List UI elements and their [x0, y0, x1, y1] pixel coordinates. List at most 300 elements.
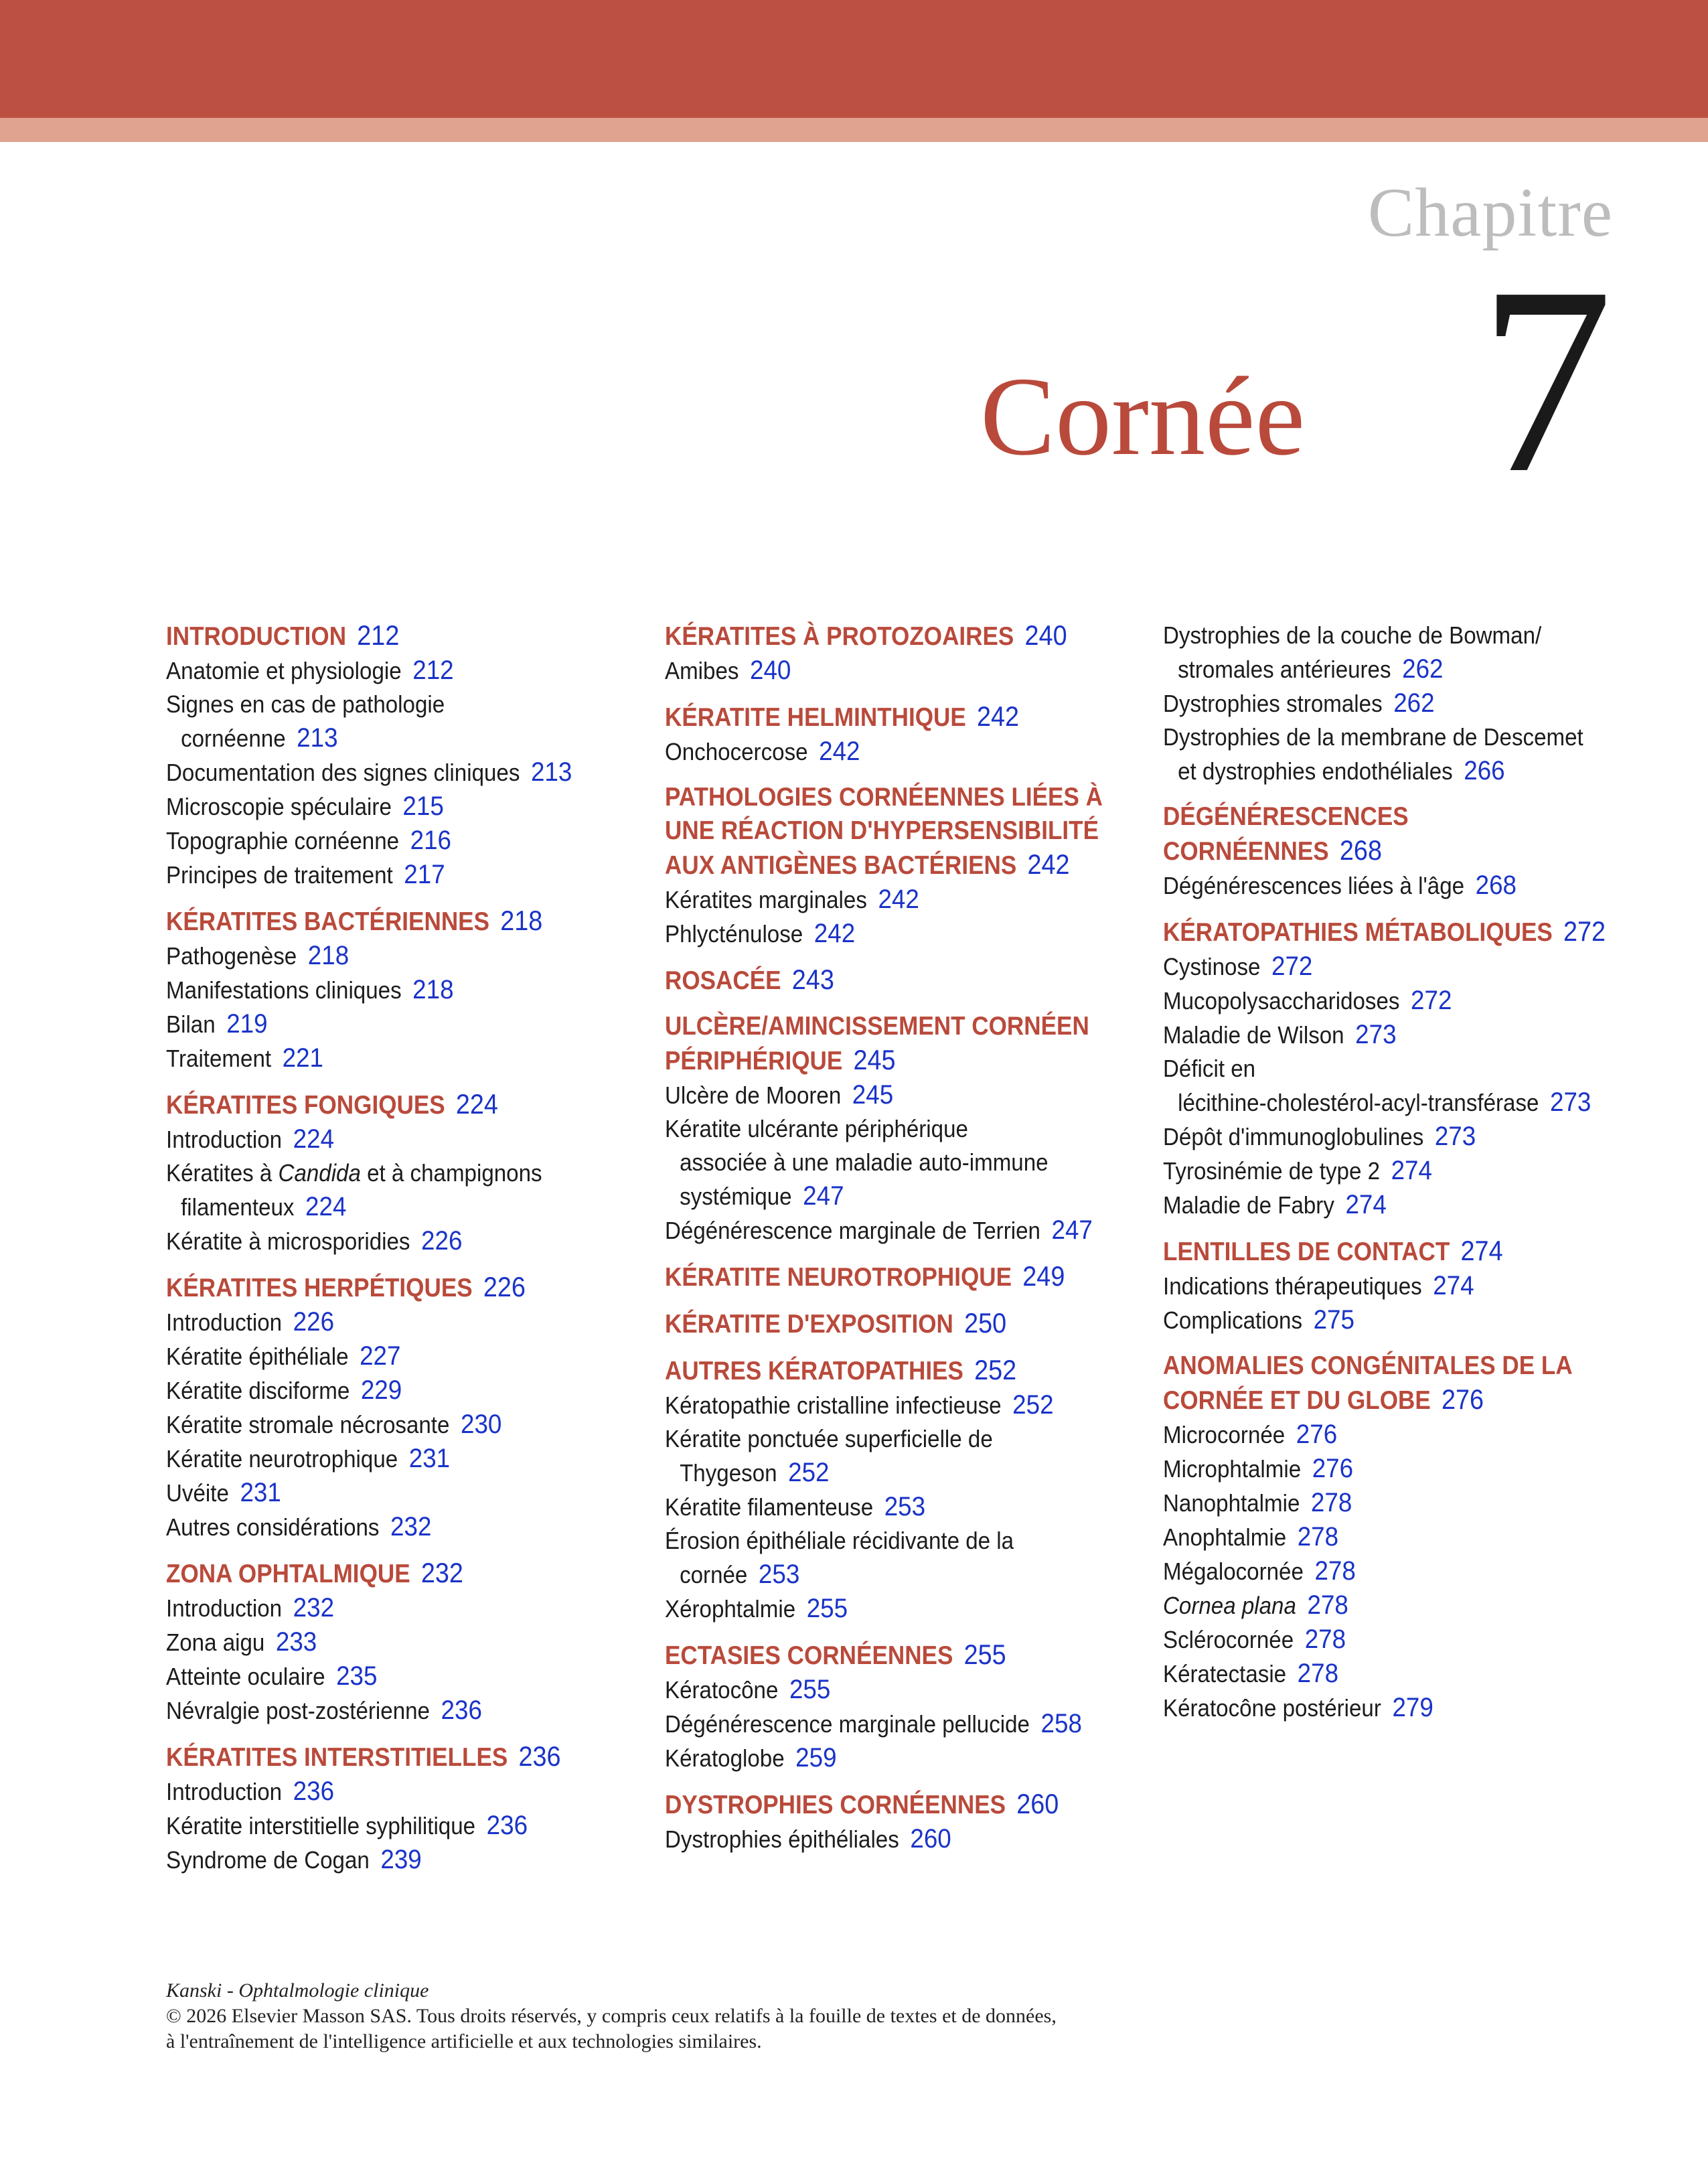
toc-entry[interactable] — [665, 1213, 1096, 1248]
section-heading-text: KÉRATITES FONGIQUES — [166, 1091, 445, 1120]
page-number[interactable]: 232 — [293, 1593, 335, 1623]
toc-section — [665, 781, 1134, 951]
toc-entry-text: Cornea plana — [1163, 1592, 1296, 1619]
page-number[interactable]: 226 — [293, 1307, 335, 1337]
toc-entry[interactable] — [166, 789, 597, 824]
page-number[interactable]: 276 — [1312, 1454, 1354, 1483]
toc-entry[interactable] — [665, 1822, 1096, 1856]
toc-entry[interactable] — [665, 1388, 1096, 1422]
section-heading[interactable] — [665, 1353, 1087, 1388]
toc-entry[interactable] — [166, 824, 597, 858]
section-heading-text: CORNÉENNES — [1163, 837, 1329, 866]
page-number[interactable]: 218 — [307, 941, 350, 970]
page-number[interactable]: 221 — [282, 1043, 324, 1073]
page-number[interactable]: 233 — [275, 1627, 317, 1657]
toc-entry[interactable] — [166, 1659, 597, 1693]
toc-entry-text: Microcornée — [1163, 1421, 1286, 1448]
toc-entry[interactable] — [166, 1625, 597, 1659]
toc-entry[interactable] — [1163, 1657, 1631, 1691]
toc-section — [665, 1306, 1134, 1341]
toc-entry[interactable] — [665, 1146, 1096, 1179]
toc-entry[interactable] — [166, 755, 597, 789]
section-heading[interactable] — [166, 1270, 588, 1305]
page-number[interactable]: 259 — [795, 1743, 837, 1773]
page-number[interactable]: 218 — [500, 905, 543, 936]
page-number[interactable]: 231 — [408, 1444, 451, 1473]
toc-section — [665, 1260, 1134, 1294]
toc-entry-text: Kératite filamenteuse — [665, 1493, 874, 1521]
page-number[interactable]: 273 — [1549, 1087, 1591, 1117]
page-number[interactable]: 235 — [336, 1661, 378, 1691]
section-heading[interactable] — [665, 1043, 1087, 1078]
toc-entry[interactable] — [665, 1179, 1096, 1213]
toc-section — [166, 1270, 635, 1544]
section-heading[interactable] — [665, 1638, 1087, 1673]
toc-entry-text: Sclérocornée — [1163, 1626, 1294, 1653]
toc-entry-text: Ulcère de Mooren — [665, 1081, 842, 1109]
page-number[interactable]: 278 — [1307, 1590, 1348, 1620]
footer-book-title: Kanski - Ophtalmologie clinique — [166, 1979, 429, 2002]
toc-entry-text: Atteinte oculaire — [166, 1663, 325, 1690]
page-number[interactable]: 217 — [404, 860, 445, 889]
page-number[interactable]: 272 — [1563, 915, 1606, 947]
toc-column-3 — [1163, 619, 1672, 1737]
toc-entry-text: Tyrosinémie de type 2 — [1163, 1157, 1381, 1185]
toc-entry-text: Maladie de Wilson — [1163, 1021, 1344, 1049]
toc-entry[interactable] — [665, 917, 1096, 951]
section-heading[interactable] — [665, 1260, 1087, 1294]
section-heading-text: KÉRATITE D'EXPOSITION — [665, 1310, 953, 1339]
page-number[interactable]: 278 — [1297, 1522, 1339, 1552]
section-heading-text: CORNÉE ET DU GLOBE — [1163, 1386, 1431, 1415]
toc-entry-text: Introduction — [166, 1778, 283, 1805]
toc-section — [166, 1740, 635, 1877]
page-number[interactable]: 266 — [1464, 756, 1505, 785]
page-number[interactable]: 274 — [1433, 1271, 1474, 1300]
toc-entry-text: Phlycténulose — [665, 920, 803, 948]
toc-entry[interactable] — [166, 973, 597, 1007]
toc-entry[interactable] — [1163, 1154, 1631, 1188]
footer — [166, 1978, 1371, 2054]
toc-entry[interactable] — [665, 1524, 1096, 1558]
toc-entry-text: Kératite ponctuée superficielle de — [665, 1425, 993, 1452]
page-number[interactable]: 262 — [1402, 654, 1444, 684]
toc-entry-text: Dystrophies de la membrane de Descemet — [1163, 723, 1583, 751]
toc-entry-text: Microphtalmie — [1163, 1455, 1302, 1483]
toc-entry[interactable] — [1163, 686, 1631, 721]
section-heading[interactable] — [1163, 915, 1621, 950]
page-number[interactable]: 236 — [293, 1777, 335, 1806]
toc-entry[interactable] — [665, 654, 1096, 688]
page-number[interactable]: 213 — [297, 723, 338, 753]
page-number[interactable]: 219 — [226, 1009, 268, 1039]
toc-entry[interactable] — [166, 1224, 597, 1258]
toc-entry[interactable] — [1163, 1588, 1631, 1623]
toc-entry[interactable] — [1163, 619, 1631, 652]
page-number[interactable]: 268 — [1339, 834, 1382, 866]
toc-section — [665, 963, 1134, 998]
toc-entry[interactable] — [166, 688, 597, 721]
toc-entry[interactable] — [665, 1707, 1096, 1741]
section-heading-text: ECTASIES CORNÉENNES — [665, 1641, 953, 1670]
toc-entry[interactable] — [1163, 721, 1631, 754]
page-number[interactable]: 216 — [410, 826, 452, 855]
toc-entry[interactable] — [166, 1775, 597, 1809]
toc-entry-text: Syndrome de Cogan — [166, 1846, 370, 1874]
section-heading-text: PATHOLOGIES CORNÉENNES LIÉES À — [665, 783, 1103, 812]
page-number[interactable]: 245 — [853, 1044, 896, 1075]
section-heading-text: KÉRATITES HERPÉTIQUES — [166, 1274, 473, 1302]
page-number[interactable]: 218 — [412, 975, 454, 1004]
page-number[interactable]: 278 — [1310, 1488, 1352, 1517]
toc-entry[interactable] — [1163, 1554, 1631, 1588]
page-number[interactable]: 279 — [1392, 1693, 1433, 1722]
toc-section — [166, 1556, 635, 1728]
toc-entry[interactable] — [166, 1190, 597, 1224]
toc-entry[interactable] — [1163, 869, 1631, 903]
page-number[interactable]: 252 — [788, 1458, 830, 1487]
page-number[interactable]: 268 — [1475, 871, 1517, 900]
page-number[interactable]: 252 — [974, 1354, 1017, 1385]
toc-entry-text: Névralgie post-zostérienne — [166, 1697, 430, 1724]
section-heading[interactable] — [166, 904, 588, 939]
page-number[interactable]: 274 — [1391, 1156, 1432, 1185]
toc-section — [665, 700, 1134, 769]
page-number[interactable]: 227 — [360, 1341, 401, 1371]
page-number[interactable]: 278 — [1304, 1625, 1346, 1654]
header-band — [0, 0, 1708, 118]
page-number[interactable]: 243 — [791, 964, 834, 995]
section-heading-text: UNE RÉACTION D'HYPERSENSIBILITÉ — [665, 816, 1099, 845]
toc-entry[interactable] — [166, 939, 597, 973]
toc-entry-text: Xérophtalmie — [665, 1595, 796, 1623]
toc-entry[interactable] — [1163, 1269, 1631, 1303]
toc-entry-text: Amibes — [665, 657, 739, 684]
toc-entry-text: Cystinose — [1163, 953, 1261, 980]
toc-entry-text: et dystrophies endothéliales — [1178, 757, 1453, 785]
toc-entry[interactable] — [1163, 1623, 1631, 1657]
toc-section — [665, 1787, 1134, 1856]
toc-entry[interactable] — [1163, 1085, 1631, 1120]
page-number[interactable]: 224 — [455, 1088, 498, 1120]
section-heading-text: INTRODUCTION — [166, 622, 347, 651]
toc-section — [1163, 800, 1672, 903]
page-number[interactable]: 260 — [1016, 1788, 1059, 1819]
page-number[interactable]: 242 — [813, 919, 856, 948]
toc-entry-text: stromales antérieures — [1178, 656, 1391, 683]
page-number[interactable]: 272 — [1411, 986, 1452, 1015]
toc-entry[interactable] — [166, 1041, 597, 1075]
toc-entry-text: Kératites à Candida et à champignons — [166, 1159, 542, 1187]
page-number[interactable]: 242 — [1027, 848, 1070, 880]
section-heading[interactable] — [665, 1306, 1087, 1341]
page-number[interactable]: 232 — [420, 1557, 463, 1588]
toc-entry[interactable] — [166, 1476, 597, 1510]
page-number[interactable]: 273 — [1355, 1020, 1397, 1049]
toc-entry[interactable] — [665, 883, 1096, 917]
section-heading[interactable] — [1163, 800, 1621, 834]
page-number[interactable]: 247 — [803, 1181, 844, 1211]
toc-entry[interactable] — [1163, 754, 1631, 788]
toc-entry-text: Principes de traitement — [166, 861, 393, 889]
section-heading-text: KÉRATITE HELMINTHIQUE — [665, 703, 966, 732]
toc-entry[interactable] — [166, 1305, 597, 1339]
page-number[interactable]: 236 — [486, 1811, 528, 1840]
toc-section — [665, 1638, 1134, 1775]
toc-entry-text: Anatomie et physiologie — [166, 657, 402, 684]
page-number[interactable]: 273 — [1434, 1122, 1476, 1151]
toc-entry-text: filamenteux — [181, 1193, 295, 1221]
toc-entry[interactable] — [665, 1422, 1096, 1456]
toc-entry-text: Pathogenèse — [166, 942, 297, 970]
section-heading-text: AUTRES KÉRATOPATHIES — [665, 1357, 963, 1385]
toc-entry[interactable] — [166, 1809, 597, 1843]
section-heading-text: LENTILLES DE CONTACT — [1163, 1237, 1450, 1266]
page-number[interactable]: 212 — [412, 656, 454, 685]
toc-entry-text: systémique — [680, 1183, 792, 1210]
section-heading-text: KÉRATITES À PROTOZOAIRES — [665, 622, 1014, 651]
section-heading[interactable] — [166, 619, 588, 654]
section-heading-text: ULCÈRE/AMINCISSEMENT CORNÉEN — [665, 1012, 1089, 1041]
toc-entry-text: Traitement — [166, 1045, 272, 1072]
section-heading[interactable] — [1163, 1234, 1621, 1269]
section-heading-text: ROSACÉE — [665, 966, 781, 995]
toc-entry[interactable] — [665, 1558, 1096, 1592]
section-heading[interactable] — [665, 1010, 1087, 1043]
page-number[interactable]: 226 — [421, 1226, 463, 1256]
toc-entry-text: Kératite ulcérante périphérique — [665, 1115, 968, 1142]
toc-entry[interactable] — [665, 735, 1096, 769]
toc-entry[interactable] — [1163, 1052, 1631, 1085]
toc-entry[interactable] — [1163, 1418, 1631, 1452]
page-number[interactable]: 242 — [976, 700, 1020, 732]
section-heading[interactable] — [1163, 834, 1621, 869]
page-number[interactable]: 215 — [402, 792, 444, 821]
toc-entry-text: Documentation des signes cliniques — [166, 759, 520, 786]
toc-entry-text: Autres considérations — [166, 1513, 380, 1541]
toc-entry[interactable] — [166, 1408, 597, 1442]
page-number[interactable]: 272 — [1271, 952, 1313, 981]
toc-entry[interactable] — [665, 1592, 1096, 1626]
toc-entry-text: Signes en cas de pathologie — [166, 690, 445, 718]
page-number[interactable]: 276 — [1296, 1420, 1338, 1449]
section-heading[interactable] — [665, 1787, 1087, 1822]
page-number[interactable]: 253 — [758, 1560, 800, 1589]
toc-section — [1163, 1234, 1672, 1337]
toc-entry-text: Kératocône — [665, 1676, 779, 1704]
page-number[interactable]: 258 — [1040, 1709, 1082, 1738]
chapter-label: Chapitre — [1367, 174, 1613, 251]
page-number[interactable]: 236 — [441, 1696, 482, 1725]
page-number[interactable]: 274 — [1345, 1190, 1387, 1219]
toc-entry-text: lécithine-cholestérol-acyl-transférase — [1178, 1089, 1539, 1116]
toc-entry[interactable] — [166, 1843, 597, 1877]
page-number[interactable]: 275 — [1313, 1305, 1354, 1335]
page-number[interactable]: 276 — [1441, 1383, 1484, 1415]
toc-entry[interactable] — [1163, 1691, 1631, 1725]
toc-entry-text: Onchocercose — [665, 738, 808, 765]
section-heading-text: DÉGÉNÉRESCENCES — [1163, 802, 1409, 831]
section-heading-text: KÉRATOPATHIES MÉTABOLIQUES — [1163, 918, 1553, 947]
page-number[interactable]: 242 — [819, 737, 860, 766]
toc-entry[interactable] — [665, 1673, 1096, 1707]
toc-entry-text: Kératite à microsporidies — [166, 1227, 410, 1255]
toc-entry[interactable] — [665, 1112, 1096, 1146]
toc-column-2 — [665, 619, 1134, 1868]
page-number[interactable]: 232 — [390, 1512, 432, 1541]
toc-entry[interactable] — [166, 1442, 597, 1476]
toc-entry-text: Kératite disciforme — [166, 1377, 350, 1404]
toc-entry-text: cornée — [680, 1561, 748, 1588]
section-heading[interactable] — [166, 1556, 588, 1591]
section-heading[interactable] — [166, 1740, 588, 1775]
page-number[interactable]: 231 — [240, 1478, 281, 1507]
toc-entry-text: Kératocône postérieur — [1163, 1694, 1381, 1722]
page-number[interactable]: 247 — [1051, 1215, 1093, 1245]
page-number[interactable]: 262 — [1393, 688, 1435, 718]
toc-entry[interactable] — [166, 1339, 597, 1373]
footer-copyright-line-1: © 2026 Elsevier Masson SAS. Tous droits réservés, y compris ceux relatifs à la fouille de textes et de données, — [166, 2005, 1057, 2027]
page-number[interactable]: 224 — [293, 1124, 335, 1154]
page-number[interactable]: 255 — [806, 1594, 848, 1623]
toc-entry[interactable] — [166, 654, 597, 688]
toc-entry[interactable] — [1163, 1486, 1631, 1520]
toc-entry-text: Manifestations cliniques — [166, 976, 402, 1004]
toc-entry-text: Dystrophies épithéliales — [665, 1825, 899, 1853]
toc-entry[interactable] — [1163, 652, 1631, 686]
page-number[interactable]: 224 — [305, 1192, 347, 1221]
page-number[interactable]: 240 — [1024, 619, 1067, 651]
section-heading-text: KÉRATITES BACTÉRIENNES — [166, 907, 489, 936]
toc-entry[interactable] — [166, 1591, 597, 1625]
section-heading[interactable] — [665, 700, 1087, 735]
chapter-title: Cornée — [980, 354, 1306, 479]
toc-entry-text: Mégalocornée — [1163, 1558, 1304, 1585]
page-number[interactable]: 250 — [964, 1307, 1007, 1339]
toc-entry[interactable] — [1163, 950, 1631, 984]
toc-entry-text: Kératite interstitielle syphilitique — [166, 1812, 476, 1839]
page-number[interactable]: 245 — [852, 1080, 894, 1110]
toc-entry[interactable] — [1163, 984, 1631, 1018]
toc-entry[interactable] — [166, 1693, 597, 1728]
chapter-number: 7 — [1479, 232, 1613, 528]
page-number[interactable]: 240 — [750, 656, 791, 685]
toc-section — [665, 1353, 1134, 1626]
toc-section — [1163, 915, 1672, 1222]
toc-entry-text: Mucopolysaccharidoses — [1163, 987, 1400, 1014]
page-number[interactable]: 239 — [380, 1845, 422, 1874]
toc-section — [665, 619, 1134, 688]
section-heading[interactable] — [1163, 1383, 1621, 1418]
toc-entry[interactable] — [1163, 1120, 1631, 1154]
page-number[interactable]: 252 — [1012, 1390, 1054, 1420]
section-heading[interactable] — [1163, 1349, 1621, 1383]
page-number[interactable]: 255 — [789, 1675, 831, 1704]
toc-entry[interactable] — [166, 721, 597, 755]
toc-entry-text: Déficit en — [1163, 1055, 1256, 1082]
page-number[interactable]: 213 — [530, 757, 572, 787]
toc-entry[interactable] — [665, 1490, 1096, 1524]
toc-entry-text: Kératite épithéliale — [166, 1343, 349, 1370]
page-number[interactable]: 229 — [360, 1375, 402, 1405]
toc-entry-text: Nanophtalmie — [1163, 1489, 1300, 1517]
toc-section — [1163, 1349, 1672, 1725]
section-heading-text: KÉRATITES INTERSTITIELLES — [166, 1743, 508, 1772]
page-number[interactable]: 212 — [357, 619, 400, 651]
page-number[interactable]: 249 — [1022, 1260, 1065, 1292]
page-number[interactable]: 260 — [910, 1824, 951, 1854]
toc-entry-text: Indications thérapeutiques — [1163, 1272, 1422, 1300]
page-number[interactable]: 255 — [963, 1639, 1006, 1670]
toc-entry-text: Introduction — [166, 1594, 283, 1622]
page-number[interactable]: 253 — [884, 1492, 926, 1521]
toc-entry-text: Kératectasie — [1163, 1660, 1287, 1687]
page-number[interactable]: 236 — [518, 1740, 561, 1772]
section-heading[interactable] — [665, 963, 1087, 998]
toc-entry[interactable] — [1163, 1520, 1631, 1554]
toc-section — [166, 904, 635, 1075]
toc-entry[interactable] — [1163, 1452, 1631, 1486]
page-number[interactable]: 274 — [1460, 1235, 1503, 1266]
toc-entry[interactable] — [166, 858, 597, 892]
page-number[interactable]: 226 — [483, 1271, 526, 1302]
toc-entry[interactable] — [1163, 1188, 1631, 1222]
toc-entry[interactable] — [665, 1741, 1096, 1775]
page-number[interactable]: 278 — [1297, 1659, 1339, 1688]
toc-section — [166, 1087, 635, 1258]
toc-entry[interactable] — [1163, 1018, 1631, 1052]
header-band-accent — [0, 118, 1708, 142]
section-heading-text: ZONA OPHTALMIQUE — [166, 1560, 410, 1588]
toc-entry[interactable] — [166, 1122, 597, 1156]
toc-entry-text: cornéenne — [181, 725, 286, 752]
toc-entry-text: Kératite stromale nécrosante — [166, 1411, 450, 1438]
page-number[interactable]: 278 — [1314, 1556, 1356, 1586]
toc-entry[interactable] — [166, 1373, 597, 1408]
section-heading-text: DYSTROPHIES CORNÉENNES — [665, 1791, 1006, 1819]
toc-entry-text: Microscopie spéculaire — [166, 793, 392, 820]
page-number[interactable]: 242 — [878, 885, 919, 914]
section-heading[interactable] — [665, 814, 1099, 848]
toc-entry-text: Uvéite — [166, 1479, 229, 1507]
toc-entry-text: Kératite neurotrophique — [166, 1445, 398, 1473]
toc-column-1 — [166, 619, 635, 1889]
toc-entry-text: Dégénérescences liées à l'âge — [1163, 872, 1465, 899]
toc-entry-text: Dégénérescence marginale pellucide — [665, 1710, 1030, 1738]
section-heading[interactable] — [166, 1087, 588, 1122]
toc-entry[interactable] — [166, 1156, 597, 1190]
toc-entry-text: Thygeson — [680, 1459, 777, 1487]
toc-entry[interactable] — [166, 1007, 597, 1041]
toc-section — [1163, 619, 1672, 788]
toc-entry-text: Érosion épithéliale récidivante de la — [665, 1527, 1014, 1554]
section-heading[interactable] — [665, 781, 1103, 814]
section-heading-text: KÉRATITE NEUROTROPHIQUE — [665, 1263, 1012, 1292]
section-heading[interactable] — [665, 619, 1087, 654]
footer-copyright-line-2: à l'entraînement de l'intelligence artificielle et aux technologies similaires. — [166, 2030, 762, 2052]
toc-entry[interactable] — [665, 1456, 1096, 1490]
toc-entry[interactable] — [1163, 1303, 1631, 1337]
toc-entry-text: Kératites marginales — [665, 886, 867, 913]
page-number[interactable]: 230 — [460, 1410, 502, 1439]
toc-entry-text: Dégénérescence marginale de Terrien — [665, 1217, 1040, 1244]
section-heading[interactable] — [665, 848, 1087, 883]
toc-entry[interactable] — [166, 1510, 597, 1544]
toc-entry-text: Zona aigu — [166, 1629, 265, 1656]
toc-entry-text: Maladie de Fabry — [1163, 1191, 1334, 1219]
toc-entry-text: Complications — [1163, 1306, 1303, 1334]
toc-entry[interactable] — [665, 1078, 1096, 1112]
